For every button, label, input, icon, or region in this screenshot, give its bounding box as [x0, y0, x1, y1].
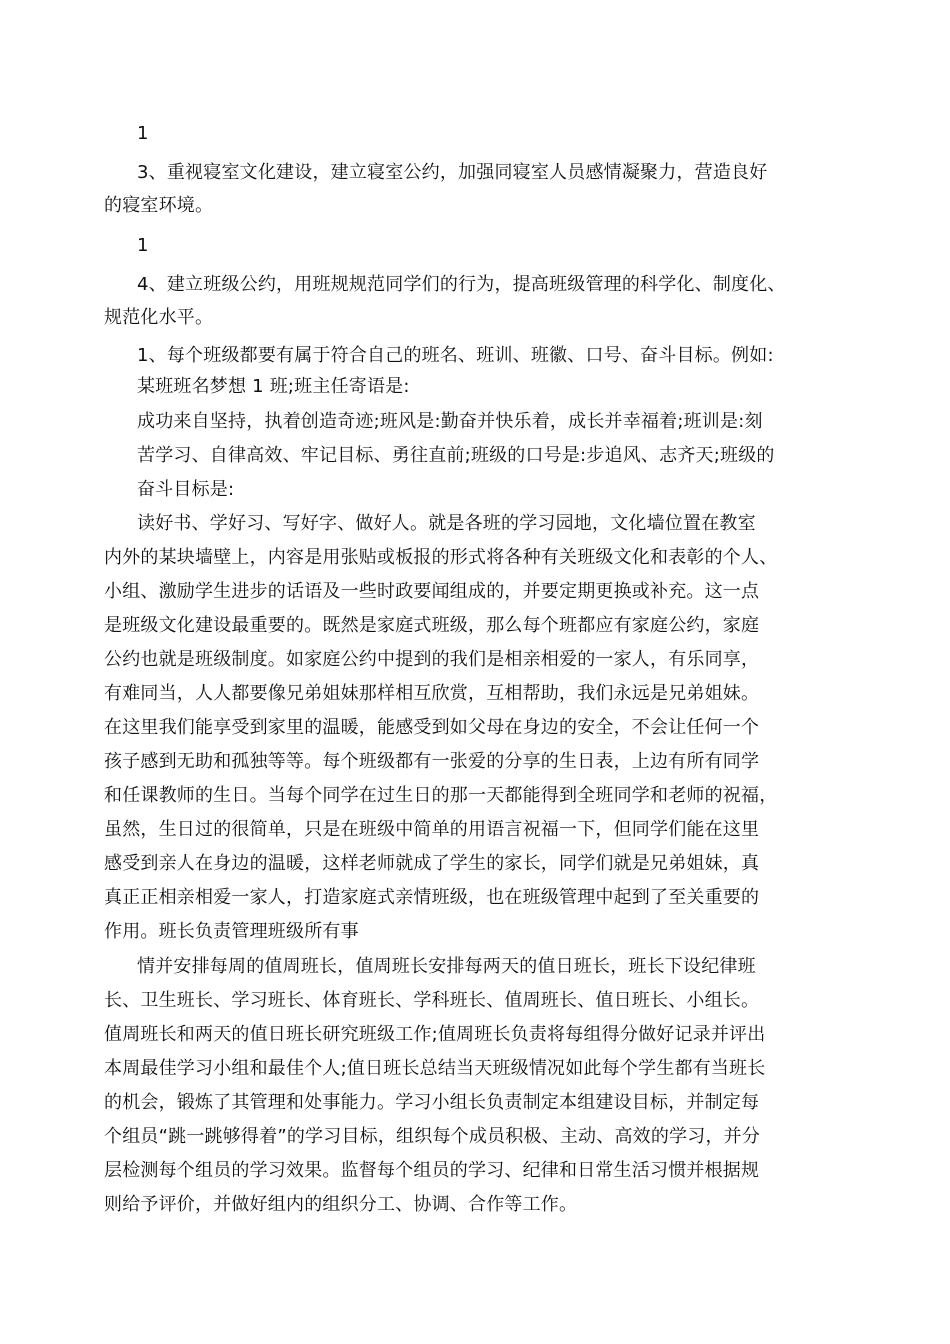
body-line-11: 感受到亲人在身边的温暖，这样老师就成了学生的家长，同学们就是兄弟姐妹，真 [104, 853, 760, 874]
body-line-2: 内外的某块墙壁上，内容是用张贴或板报的形式将各种有关班级文化和表彰的个人、 [104, 547, 778, 568]
section-1-line-4: 苦学习、自律高效、牢记目标、勇往直前;班级的口号是:步追风、志齐天;班级的 [137, 445, 775, 466]
body-line-4: 是班级文化建设最重要的。既然是家庭式班级，那么每个班都应有家庭公约，家庭 [104, 615, 760, 636]
body-line-6: 有难同当，人人都要像兄弟姐妹那样相互欣赏，互相帮助，我们永远是兄弟姐妹。 [104, 683, 760, 704]
page-number-2: 1 [137, 235, 149, 256]
body-line-12: 真正正相亲相爱一家人，打造家庭式亲情班级，也在班级管理中起到了至关重要的 [104, 887, 760, 908]
body-line-7: 在这里我们能享受到家里的温暖，能感受到如父母在身边的安全，不会让任何一个 [104, 717, 760, 738]
monitor-line-4: 本周最佳学习小组和最佳个人;值日班长总结当天班级情况如此每个学生都有当班长 [104, 1058, 766, 1079]
paragraph-3-line-2: 的寝室环境。 [104, 195, 214, 216]
body-line-3: 小组、激励学生进步的话语及一些时政要闻组成的，并要定期更换或补充。这一点 [104, 581, 760, 602]
monitor-line-7: 层检测每个组员的学习效果。监督每个组员的学习、纪律和日常生活习惯并根据规 [104, 1160, 760, 1181]
body-line-8: 孩子感到无助和孤独等等。每个班级都有一张爱的分享的生日表，上边有所有同学 [104, 751, 760, 772]
body-line-5: 公约也就是班级制度。如家庭公约中提到的我们是相亲相爱的一家人，有乐同享， [104, 649, 760, 670]
section-1-line-5: 奋斗目标是: [137, 479, 235, 500]
monitor-line-5: 的机会，锻炼了其管理和处事能力。学习小组长负责制定本组建设目标，并制定每 [104, 1092, 760, 1113]
page-number-1: 1 [137, 123, 149, 144]
paragraph-4-line-1: 4、建立班级公约，用班规规范同学们的行为，提高班级管理的科学化、制度化、 [137, 274, 786, 295]
body-line-13: 作用。班长负责管理班级所有事 [104, 921, 359, 942]
section-1-line-3: 成功来自坚持，执着创造奇迹;班风是:勤奋并快乐着，成长并幸福着;班训是:刻 [137, 411, 763, 432]
paragraph-4-line-2: 规范化水平。 [104, 307, 214, 328]
monitor-line-3: 值周班长和两天的值日班长研究班级工作;值周班长负责将每组得分做好记录并评出 [104, 1024, 766, 1045]
monitor-line-1: 情并安排每周的值周班长，值周班长安排每两天的值日班长，班长下设纪律班 [137, 956, 756, 977]
monitor-line-2: 长、卫生班长、学习班长、体育班长、学科班长、值周班长、值日班长、小组长。 [104, 990, 760, 1011]
section-1-line-2: 某班班名梦想 1 班;班主任寄语是: [137, 376, 410, 397]
body-line-1: 读好书、学好习、写好字、做好人。就是各班的学习园地，文化墙位置在教室 [137, 513, 756, 534]
section-1-line-1: 1、每个班级都要有属于符合自己的班名、班训、班徽、口号、奋斗目标。例如: [137, 345, 774, 366]
monitor-line-6: 个组员“跳一跳够得着”的学习目标，组织每个成员积极、主动、高效的学习，并分 [104, 1126, 761, 1147]
monitor-line-8: 则给予评价，并做好组内的组织分工、协调、合作等工作。 [104, 1194, 578, 1215]
paragraph-3-line-1: 3、重视寝室文化建设，建立寝室公约，加强同寝室人员感情凝聚力，营造良好 [137, 162, 768, 183]
body-line-9: 和任课教师的生日。当每个同学在过生日的那一天都能得到全班同学和老师的祝福， [104, 785, 778, 806]
body-line-10: 虽然，生日过的很简单，只是在班级中简单的用语言祝福一下，但同学们能在这里 [104, 819, 760, 840]
